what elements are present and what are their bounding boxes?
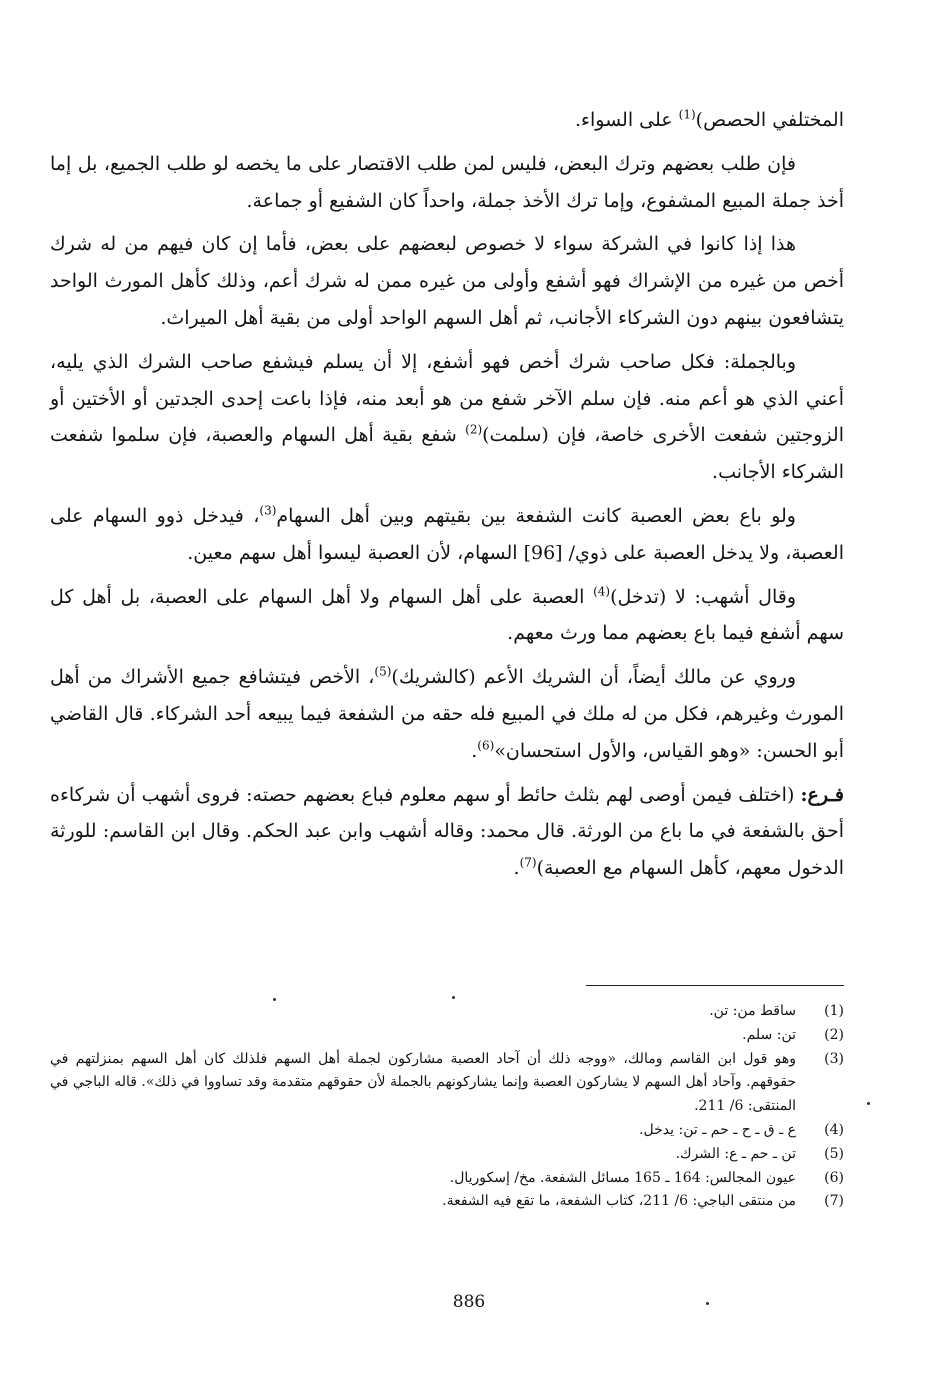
footnote-text: ساقط من: تن.: [709, 1003, 796, 1019]
paragraph-text: ولو باع بعض العصبة كانت الشفعة بين بقيتهم وبين أهل السهام: [276, 504, 796, 527]
footnote-item: [50, 1119, 844, 1143]
scan-speck: [706, 1302, 709, 1305]
footnotes: [50, 1000, 844, 1214]
footnote-text: ع ـ ق ـ ح ـ حم ـ تن: يدخل.: [639, 1121, 796, 1138]
footnote-item: [50, 1000, 844, 1024]
footnote-ref: (1): [678, 107, 696, 122]
paragraph-text: ، فيدخل ذوو السهام على العصبة، ولا يدخل العصبة على ذوي/ [96] السهام، لأن العصبة ليسوا أهل سهم معين.: [50, 504, 844, 564]
footnote-item: [50, 1167, 844, 1191]
paragraph: [50, 344, 844, 491]
paragraph-text: وقال أشهب: لا (تدخل): [610, 585, 796, 608]
paragraph-text: فإن طلب بعضهم وترك البعض، فليس لمن طلب الاقتصار على ما يخصه لو طلب الجميع، بل إما أخذ جملة المبيع المشفوع، وإما ترك الأخذ جملة، واحداً كان الشفيع أو جماعة.: [50, 152, 844, 212]
paragraph: [50, 102, 844, 139]
paragraph-text: المختلفي الحصص): [695, 109, 844, 131]
main-text: [50, 102, 844, 894]
paragraph-text: .: [471, 739, 478, 762]
paragraph: [50, 777, 844, 887]
footnote-item: [50, 1190, 844, 1214]
paragraph-text: هذا إذا كانوا في الشركة سواء لا خصوص لبعضهم على بعض، فأما إن كان فيهم من له شرك أخص من غيره من الإشراك فهو أشفع وأولى من غيره ممن له شرك أعم، وذلك كأهل المورث الواحد يتشافعون بينهم دون الشركاء الأجانب، ثم أهل السهم الواحد أولى من بقية أهل الميراث.: [50, 233, 844, 329]
paragraph: [50, 498, 844, 572]
paragraph: [50, 146, 844, 220]
paragraph-text: وروي عن مالك أيضاً، أن الشريك الأعم (كالشريك): [391, 666, 796, 689]
paragraph-text: وبالجملة: فكل صاحب شرك أخص فهو أشفع، إلا أن يسلم فيشفع صاحب الشرك الذي يليه، أعني الذي هو أعم منه. فإن سلم الآخر شفع من هو أبعد منه، فإذا باعت إحدى الجدتين أو الأختين أو الزوجتين شفعت الأخرى خاصة، فإن (سلمت): [50, 350, 844, 447]
footnote-ref: (2): [465, 423, 483, 438]
footnote-ref: (7): [519, 855, 537, 870]
footnote-number: (6): [824, 1169, 844, 1186]
page-number: 886: [452, 1292, 486, 1312]
footnote-number: (1): [824, 1003, 844, 1019]
footnote-number: (4): [824, 1121, 844, 1138]
footnote-ref: (3): [259, 503, 277, 518]
paragraph-text: العصبة على أهل السهام ولا أهل السهام على العصبة، بل أهل كل سهم أشفع فيما باع بعضهم مما ورث معهم.: [50, 585, 844, 645]
paragraph: [50, 659, 844, 769]
footnote-text: من منتقى الباجي: 6/ 211، كتاب الشفعة، ما تقع فيه الشفعة.: [442, 1193, 796, 1210]
scan-speck: [273, 998, 276, 1001]
footnote-item: [50, 1143, 844, 1167]
footnote-item: [50, 1024, 844, 1048]
footnote-text: تن: سلم.: [742, 1026, 796, 1043]
footnote-item: [50, 1048, 844, 1119]
footnote-ref: (4): [593, 584, 611, 599]
footnote-separator: [586, 985, 844, 986]
scan-speck: [452, 996, 455, 999]
paragraph-text: على السواء.: [575, 109, 679, 131]
paragraph-text: شفع بقية أهل السهام والعصبة، فإن سلموا شفعت الشركاء الأجانب.: [50, 424, 844, 484]
footnote-text: عيون المجالس: 164 ـ 165 مسائل الشفعة. مخ/ إسكوريال.: [449, 1169, 796, 1186]
paragraph-text: ، الأخص فيتشافع جميع الأشراك من أهل المورث وغيرهم، فكل من له ملك في المبيع فله حقه من الشفعة فيما يبيعه أحد الشركاء. قال القاضي أبو الحسن: «وهو القياس، والأول استحسان»: [50, 666, 844, 762]
footnote-number: (2): [824, 1026, 844, 1043]
footnote-ref: (5): [374, 664, 392, 679]
scan-speck: [867, 1102, 870, 1105]
paragraph-text: (اختلف فيمن أوصى لهم بثلث حائط أو سهم معلوم فباع بعضهم حصته: فروى أشهب أن شركاءه أحق بالشفعة في ما باع من الورثة. قال محمد: وقاله أشهب وابن عبد الحكم. وقال ابن القاسم: للورثة الدخول معهم، كأهل السهام مع العصبة): [50, 783, 844, 880]
paragraph-text: .: [513, 857, 520, 880]
footnote-text: وهو قول ابن القاسم ومالك، «ووجه ذلك أن آحاد العصبة مشاركون لجملة أهل السهم فلذلك كان أهل السهم بمنزلتهم في حقوقهم. وآحاد أهل السهم لا يشاركون العصبة وإنما يشاركونهم بالجملة لأن حقوقهم متقدمة وقد تساووا في ذلك». قاله الباجي في المنتقى: 6/ 211.: [50, 1050, 796, 1115]
paragraph: [50, 226, 844, 336]
footnote-number: (7): [824, 1193, 844, 1210]
footnote-number: (3): [824, 1050, 844, 1067]
paragraph: [50, 579, 844, 653]
section-label: فـرع:: [800, 783, 844, 806]
footnote-text: تن ـ حم ـ ع: الشرك.: [675, 1145, 796, 1162]
footnote-number: (5): [824, 1145, 844, 1162]
footnote-ref: (6): [477, 738, 495, 753]
